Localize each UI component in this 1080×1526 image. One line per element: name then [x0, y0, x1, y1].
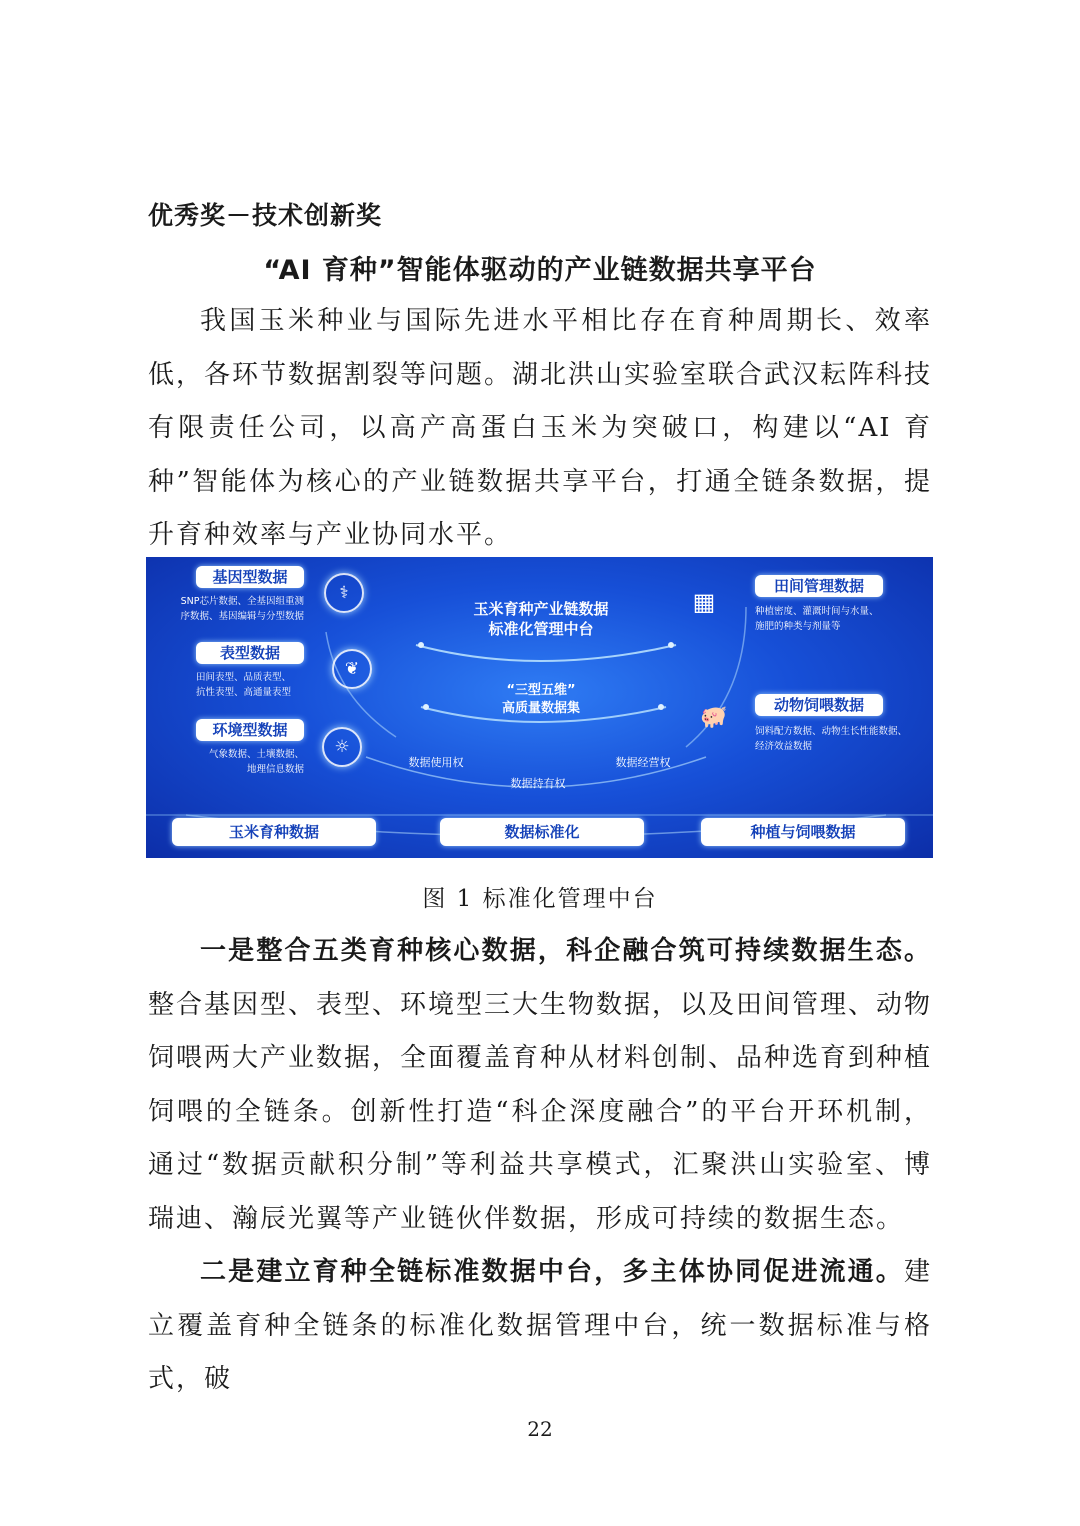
- environment-data-desc: [166, 747, 304, 777]
- genotype-data-desc: [154, 594, 304, 624]
- paragraph2-lead: 一是整合五类育种核心数据，科企融合筑可持续数据生态。: [200, 936, 932, 966]
- field-management-data-desc: [755, 604, 925, 634]
- phenotype-desc-line2: 抗性表型、高通量表型: [196, 687, 292, 698]
- award-heading: 优秀奖－技术创新奖: [148, 201, 383, 230]
- environment-data-label: 环境型数据: [196, 719, 304, 741]
- standardization-figure: [146, 557, 933, 858]
- center-top-line1: 玉米育种产业链数据: [473, 600, 609, 618]
- article-title: “AI 育种”智能体驱动的产业链数据共享平台: [263, 255, 817, 286]
- solar-panel-icon: ▦: [692, 588, 716, 616]
- animal-feeding-data-label: 动物饲喂数据: [755, 694, 883, 716]
- maize-breeding-data-bar: 玉米育种数据: [172, 818, 376, 846]
- phenotype-data-desc: [196, 670, 326, 700]
- animal-feeding-data-desc: [755, 724, 931, 754]
- phenotype-desc-line1: 田间表型、品质表型、: [196, 672, 292, 683]
- paragraph-intro: 我国玉米种业与国际先进水平相比存在育种周期长、效率低，各环节数据割裂等问题。湖北洪山实验室联合武汉耘阵科技有限责任公司，以高产高蛋白玉米为突破口，构建以“AI 育种”智能体为核心的产业链数据共享平台，打通全链条数据，提升育种效率与产业协同水平。: [148, 306, 933, 550]
- figure-caption: 图 1 标准化管理中台: [422, 886, 658, 912]
- paragraph2-body: 整合基因型、表型、环境型三大生物数据，以及田间管理、动物饲喂两大产业数据，全面覆盖育种从材料创制、品种选育到种植饲喂的全链条。创新性打造“科企深度融合”的平台开环机制，通过“数据贡献积分制”等利益共享模式，汇聚洪山实验室、博瑞迪、瀚辰光翼等产业链伙伴数据，形成可持续的数据生态。: [148, 989, 933, 1234]
- planting-feeding-data-bar: 种植与饲喂数据: [701, 818, 905, 846]
- data-hold-right: 数据持有权: [510, 777, 566, 790]
- genotype-desc-line2: 序数据、基因编辑与分型数据: [180, 611, 304, 622]
- field-desc-line2: 施肥的种类与剂量等: [755, 621, 841, 632]
- genotype-desc-line1: SNP芯片数据、全基因组重测: [180, 596, 304, 607]
- environment-desc-line2: 地理信息数据: [246, 764, 304, 775]
- center-top-line2: 标准化管理中台: [488, 620, 594, 638]
- data-standardization-bar: 数据标准化: [440, 818, 644, 846]
- paragraph-data-integration: [148, 925, 932, 1246]
- paragraph3-body: 建立覆盖育种全链条的标准化数据管理中台，统一数据标准与格式，破: [148, 1257, 932, 1394]
- paragraph-data-center: [148, 1246, 932, 1407]
- environment-desc-line1: 气象数据、土壤数据、: [208, 749, 304, 760]
- center-mid-line2: 高质量数据集: [501, 701, 580, 716]
- dna-icon: ⚕: [324, 573, 364, 613]
- field-desc-line1: 种植密度、灌溉时间与水量、: [755, 606, 879, 617]
- management-center-title: [436, 599, 646, 639]
- pig-icon: 🐖: [700, 705, 728, 730]
- data-operate-right: 数据经营权: [615, 756, 671, 769]
- page-number: 22: [527, 1417, 553, 1441]
- genotype-data-label: 基因型数据: [196, 566, 304, 588]
- phenotype-data-label: 表型数据: [196, 642, 304, 664]
- leaf-icon: ❦: [332, 649, 372, 689]
- field-management-data-label: 田间管理数据: [755, 575, 883, 597]
- paragraph3-lead: 二是建立育种全链标准数据中台，多主体协同促进流通。: [200, 1257, 904, 1287]
- quality-dataset-title: [446, 682, 636, 718]
- animal-desc-line1: 饲料配方数据、动物生长性能数据、: [755, 726, 908, 737]
- sun-icon: ☼: [322, 727, 362, 767]
- center-mid-line1: “三型五维”: [506, 683, 576, 698]
- animal-desc-line2: 经济效益数据: [755, 741, 813, 752]
- data-use-right: 数据使用权: [408, 756, 464, 769]
